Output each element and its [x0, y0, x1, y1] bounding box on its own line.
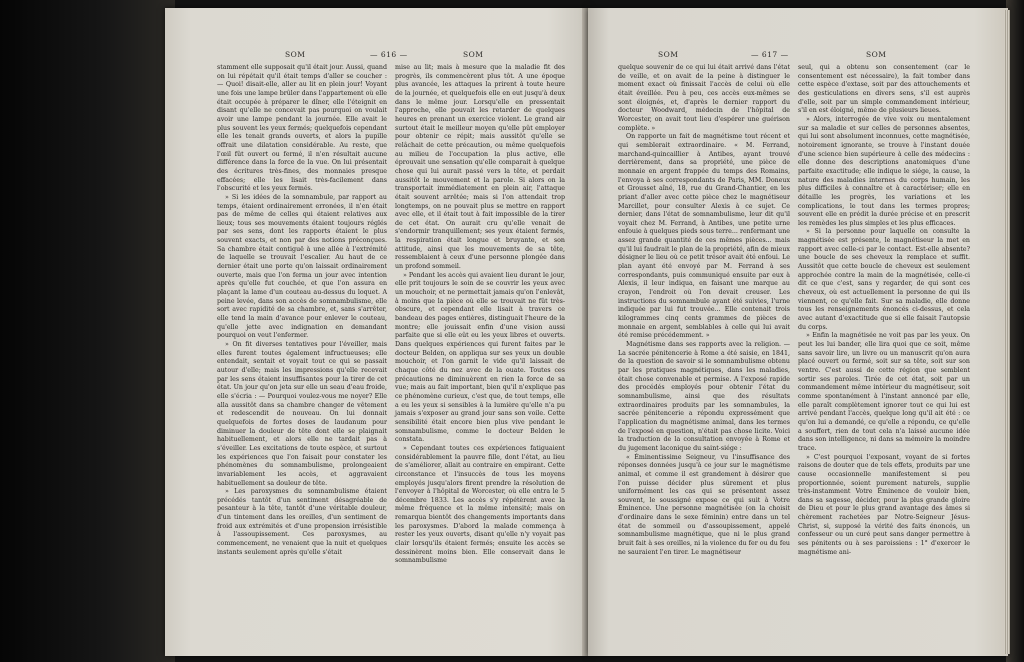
paragraph: quelque souvenir de ce qui lui était arrivé dans l'état de veille, et on avait de la peine à distinguer le moment exact où finissait l'accès de celui où elle était éveillée. Peu à peu, ces accès eux-mêmes se sont éloignés, et, d'après le dernier rapport du docteur Woodward, médecin de l'hôpital de Worcester, on avait tout lieu d'espérer une guérison complète. »: [618, 64, 790, 132]
paragraph: mise au lit; mais à mesure que la maladie fit des progrès, ils commencèrent plus tôt. A une époque plus avancée, les attaques la prirent à toute heure de la journée, et quelquefois elle en eut jusqu'à deux dans le même jour. Lorsqu'elle en pressentait l'approche, elle pouvait les retarder de quelques heures en prenant un exercice violent. Le grand air surtout était le meilleur moyen qu'elle pût employer pour obtenir ce répit; mais aussitôt qu'elle se relâchait de cette précaution, ou même quelquefois au milieu de l'occupation la plus active, elle éprouvait une sensation qu'elle comparait à quelque chose qui lui aurait passé vers la tête, et perdait aussitôt le mouvement et la parole. Si alors on la transportait immédiatement en plein air, l'attaque était souvent arrêtée; mais si l'on attendait trop longtemps, on ne pouvait plus se mettre en rapport avec elle, et il était tout à fait impossible de la tirer de cet état. On aurait cru qu'elle venait de s'endormir tranquillement; ses yeux étaient fermés, la respiration était longue et bruyante, et son attitude, ainsi que les mouvements de sa tête, ressemblaient à ceux d'une personne plongée dans un profond sommeil.: [395, 64, 565, 271]
right-page-number: — 617 —: [751, 50, 789, 59]
left-page-column-2: [395, 64, 565, 566]
scan-background-left: [0, 0, 175, 662]
left-page-column-1: [217, 64, 387, 557]
paragraph: » Cependant toutes ces expériences fatiguaient considérablement la pauvre fille, dont l'état, au lieu de s'améliorer, allait au contraire en empirant. Cette circonstance et l'insuccès de tous les moyens employés jusqu'alors firent prendre la résolution de l'envoyer à l'hôpital de Worcester, où elle entra le 5 décembre 1833. Les accès s'y répétèrent avec la même fréquence et la même intensité; mais on remarqua bientôt des changements importants dans les paroxysmes. D'abord la malade commença à rester les yeux ouverts, disant qu'elle n'y voyait pas clair lorsqu'ils étaient fermés; ensuite les accès se dessinèrent moins bien. Elle conservait dans le somnambulisme: [395, 444, 565, 565]
left-page-header-left: SOM: [285, 50, 306, 59]
paragraph: « Éminentissime Seigneur, vu l'insuffisance des réponses données jusqu'à ce jour sur le magnétisme animal, et comme il est grandement à désirer que l'on puisse décider plus sûrement et plus uniformément les cas qui se présentent assez souvent, le soussigné expose ce qui suit à Votre Éminence. Une personne magnétisée (on la choisit d'ordinaire dans le sexe féminin) entre dans un tel état de sommeil ou d'assoupissement, appelé somnambulisme magnétique, que ni le plus grand bruit fait à ses oreilles, ni la violence du fer ou du feu ne sauraient l'en tirer. Le magnétiseur: [618, 453, 790, 556]
paragraph: stamment elle supposait qu'il était jour. Aussi, quand on lui répétait qu'il était temps d'aller se coucher : — Quoi! disait-elle, aller au lit en plein jour! Voyant une fois une lampe brûler dans l'appartement où elle était occupée à préparer le dîner, elle l'éteignit en disant qu'elle ne concevait pas pourquoi on voulait avoir une lampe pendant la journée. Elle avait le plus souvent les yeux fermés; quelquefois cependant elle les tenait grands ouverts, et alors la pupille offrait une dilatation considérable. Au reste, que l'œil fût ouvert ou fermé, il n'en résultait aucune différence dans la force de la vue. On lui présentait des écritures très-fines, des monnaies presque effacées; elle les lisait très-facilement dans l'obscurité et les yeux fermés.: [217, 64, 387, 193]
paragraph: » Les paroxysmes du somnambulisme étaient précédés tantôt d'un sentiment désagréable de pesanteur à la tête, tantôt d'une véritable douleur, d'un tintement dans les oreilles, d'un sentiment de froid aux extrémités et d'une propension irrésistible à l'assoupissement. Ces paroxysmes, au commencement, ne venaient que la nuit et quelques instants seulement après qu'elle s'était: [217, 488, 387, 556]
page-edges: [1004, 10, 1010, 654]
right-page-header-left: SOM: [658, 50, 679, 59]
paragraph: » Si la personne pour laquelle on consulte la magnétisée est présente, le magnétiseur la met en rapport avec celle-ci par le contact. Est-elle absente? une boucle de ses cheveux la remplace et suffit. Aussitôt que cette boucle de cheveux est seulement approchée contre la main de la magnétisée, celle-ci dit ce que c'est, sans y regarder, de qui sont ces cheveux, où est actuellement la personne de qui ils viennent, ce qu'elle fait. Sur sa maladie, elle donne tous les renseignements énoncés ci-dessus, et cela avec autant d'exactitude que si elle faisait l'autopsie du corps.: [798, 228, 970, 331]
left-page: [165, 8, 590, 656]
paragraph: » On fit diverses tentatives pour l'éveiller, mais elles furent toutes également infructueuses; elle entendait, sentait et voyait tout ce qui se passait autour d'elle; mais les impressions qu'elle recevait par les sens étaient insuffisantes pour la tirer de cet état. Un jour qu'on jeta sur elle un seau d'eau froide, elle s'écria : — Pourquoi voulez-vous me noyer? Elle alla aussitôt dans sa chambre changer de vêtement et redescendit de nouveau. On lui donnait quelquefois de fortes doses de laudanum pour diminuer la douleur de tête dont elle se plaignait habituellement, et alors elle ne tardait pas à s'éveiller. Les excitations de toute espèce, et surtout les expériences que l'on faisait pour constater les phénomènes du somnambulisme, prolongeaient invariablement les accès, et aggravaient habituellement sa douleur de tête.: [217, 341, 387, 487]
paragraph: » Enfin la magnétisée ne voit pas par les yeux. On peut les lui bander, elle lira quoi que ce soit, même sans savoir lire, un livre ou un manuscrit qu'on aura placé ouvert ou fermé, soit sur sa tête, soit sur son ventre. C'est aussi de cette région que semblent sortir ses paroles. Tirée de cet état, soit par un commandement même intérieur du magnétiseur, soit comme spontanément à l'instant annoncé par elle, elle paraît complètement ignorer tout ce qui lui est arrivé pendant l'accès, quelque long qu'il ait été : ce qu'on lui a demandé, ce qu'elle a répondu, ce qu'elle a souffert, rien de tout cela n'a laissé aucune idée dans son intelligence, ni dans sa mémoire la moindre trace.: [798, 332, 970, 452]
right-page: [588, 8, 1008, 656]
right-page-column-1: [618, 64, 790, 557]
paragraph: On rapporte un fait de magnétisme tout récent et qui semblerait extraordinaire. « M. Ferrand, marchand-quincaillier à Antibes, ayant trouvé derrièrement, dans sa propriété, une pièce de monnaie en argent frappée du temps des Romains, l'envoya à ses correspondants de Paris, MM. Doneux et Grousset aîné, 18, rue du Grand-Chantier, en les priant d'aller avec cette pièce chez le magnétiseur Marcillet, pour consulter Alexis à ce sujet. Ce dernier, dans l'état de somnambulisme, leur dit qu'il voyait chez M. Ferrand, à Antibes, une petite urne enfouie à quelques pieds sous terre... renfermant une assez grande quantité de ces mêmes pièces... mais qu'il lui faudrait le plan de la propriété, afin de mieux désigner le lieu où ce petit trésor avait été enfoui. Le plan ayant été envoyé par M. Ferrand à ses correspondants, puis communiqué ensuite par eux à Alexis, il leur indiqua, en faisant une marque au crayon, l'endroit où l'on devait creuser. Les instructions du somnambule ayant été suivies, l'urne indiquée par lui fut trouvée... Elle contenait trois kilogrammes cinq cents grammes de pièces de monnaie en argent, semblables à celle qui lui avait été remise précédemment. »: [618, 133, 790, 340]
paragraph: » Si les idées de la somnambule, par rapport au temps, étaient ordinairement erronées, il n'en était pas de même de celles qui étaient relatives aux lieux; tous ses mouvements étaient toujours réglés par ses sens, dont les rapports étaient le plus souvent exacts, et non par des notions préconçues. Sa chambre était contiguë à une allée à l'extrémité de laquelle se trouvait l'escalier. Au haut de ce dernier était une porte qu'on laissait ordinairement ouverte, mais que l'on ferma un jour avec intention après qu'elle fut couchée, et que l'on assura en plaçant la lame d'un couteau au-dessus du loquet. A peine levée, dans son accès de somnambulisme, elle sort avec rapidité de sa chambre, et, sans s'arrêter, elle tend la main d'avance pour enlever le couteau, qu'elle jette avec indignation en demandant pourquoi on veut l'enfermer.: [217, 193, 387, 340]
paragraph: » Alors, interrogée de vive voix ou mentalement sur sa maladie et sur celles de personnes absentes, qui lui sont absolument inconnues, cette magnétisée, notoirement ignorante, se trouve à l'instant douée d'une science bien supérieure à celle des médecins : elle donne des descriptions anatomiques d'une parfaite exactitude; elle indique le siége, la cause, la nature des maladies internes du corps humain, les plus difficiles à connaître et à caractériser; elle en détaille les progrès, les variations et les complications, le tout dans les termes propres; souvent elle en prédit la durée précise et en prescrit les remèdes les plus simples et les plus efficaces.: [798, 115, 970, 227]
paragraph: » Pendant les accès qui avaient lieu durant le jour, elle prit toujours le soin de se couvrir les yeux avec un mouchoir, et ne permettait jamais qu'on l'enlevât, à moins que la pièce où elle se trouvait ne fût très-obscure, et cependant elle lisait à travers ce bandeau des pages entières, distinguait l'heure de la montre; elle jouissait enfin d'une vision aussi parfaite que si elle eût eu les yeux libres et ouverts. Dans quelques expériences qui furent faites par le docteur Belden, on appliqua sur ses yeux un double mouchoir, et l'on garnit le vide qu'il laissait de chaque côté du nez avec de la ouate. Toutes ces précautions ne diminuèrent en rien la force de sa vue; mais au fait important, bien qu'il n'explique pas ce phénomène curieux, c'est que, de tout temps, elle a eu les yeux si sensibles à la lumière qu'elle n'a pu jamais s'exposer au grand jour sans son voile. Cette sensibilité était encore bien plus vive pendant le somnambulisme, comme le docteur Belden le constata.: [395, 271, 565, 444]
right-page-header-right: SOM: [866, 50, 887, 59]
paragraph: Magnétisme dans ses rapports avec la religion. — La sacrée pénitencerie à Rome a été saisie, en 1841, de la question de savoir si le somnambulisme obtenu par les pratiques magnétiques, dans les maladies, était chose convenable et permise. A l'exposé rapide des procédés employés pour obtenir l'état du somnambulisme, ainsi que des résultats extraordinaires produits par les somnambules, la sacrée pénitencerie a répondu expressément que l'application du magnétisme animal, dans les termes de l'exposé en question, n'était pas chose licite. Voici la traduction de la consultation envoyée à Rome et du jugement laconique du saint-siége :: [618, 341, 790, 452]
left-page-header-right: SOM: [463, 50, 484, 59]
paragraph: » C'est pourquoi l'exposant, voyant de si fortes raisons de douter que de tels effets, produits par une cause occasionnelle manifestement si peu proportionnée, soient purement naturels, supplie très-instamment Votre Éminence de vouloir bien, dans sa sagesse, décider, pour la plus grande gloire de Dieu et pour le plus grand avantage des âmes si chèrement rachetées par Notre-Seigneur Jésus-Christ, si, supposé la vérité des faits énoncés, un confesseur ou un curé peut sans danger permettre à ses pénitents ou à ses paroissiens : 1° d'exercer le magnétisme ani-: [798, 453, 970, 556]
paragraph: seul, qui a obtenu son consentement (car le consentement est nécessaire), la fait tomber dans cette espèce d'extase, soit par des attouchements et des gesticulations en divers sens, s'il est auprès d'elle, soit par un simple commandement intérieur, s'il en est éloigné, même de plusieurs lieues.: [798, 64, 970, 115]
left-page-number: — 616 —: [370, 50, 408, 59]
right-page-column-2: [798, 64, 970, 557]
